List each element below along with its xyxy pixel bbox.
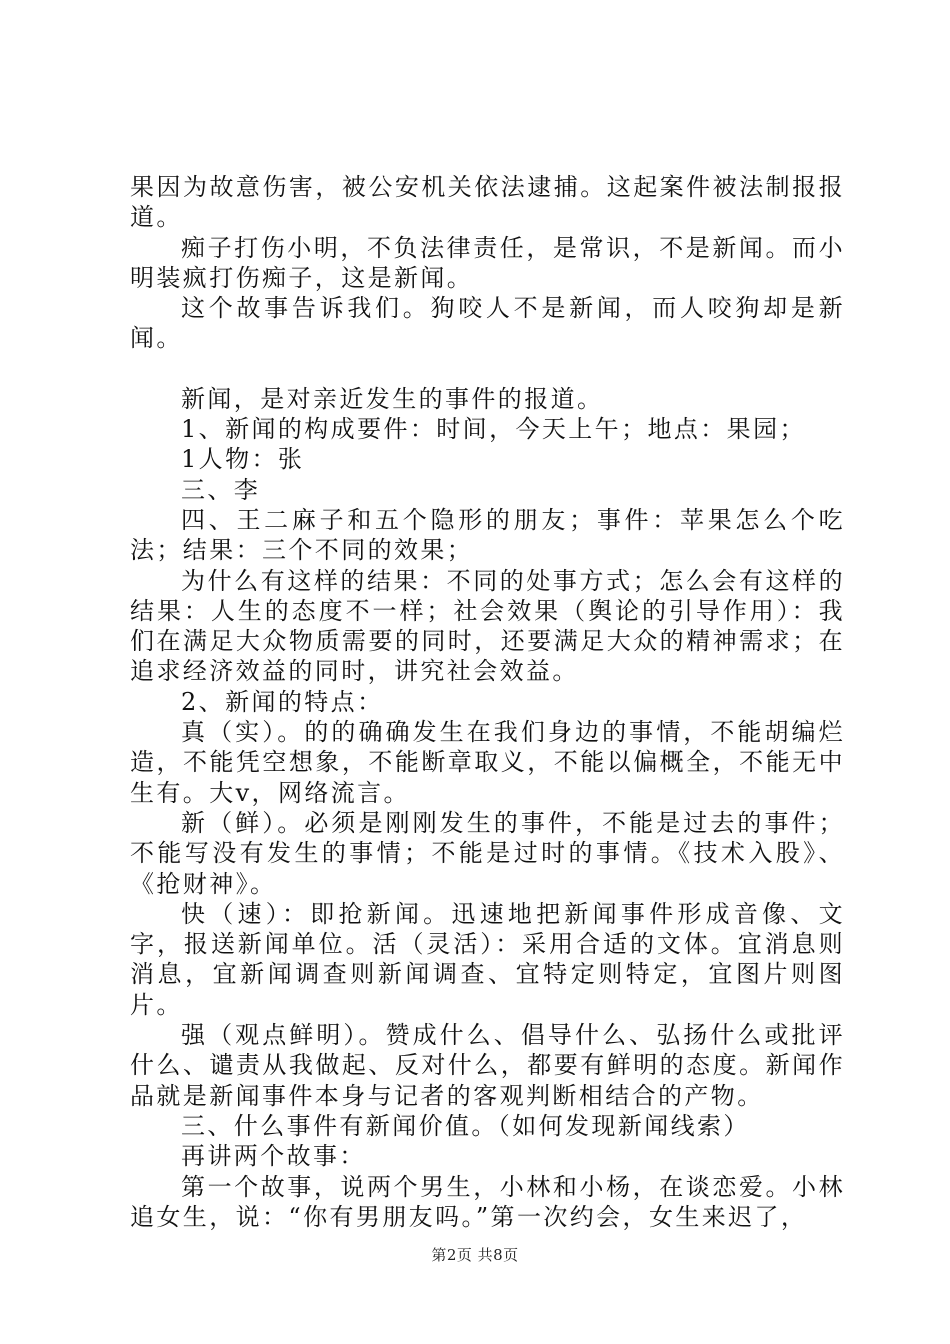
paragraph-13: 快（速）：即抢新闻。迅速地把新闻事件形成音像、文字，报送新闻单位。活（灵活）：采用合适的文体。宜消息则消息，宜新闻调查则新闻调查、宜特定则特定，宜图片则图片。	[130, 899, 845, 1019]
blank-line	[130, 354, 845, 384]
page-footer: 第2页 共8页	[431, 1246, 519, 1264]
paragraph-5: 1、新闻的构成要件：时间，今天上午；地点：果园；	[181, 415, 806, 444]
paragraph-9: 为什么有这样的结果：不同的处事方式；怎么会有这样的结果：人生的态度不一样；社会效果（舆论的引导作用）：我们在满足大众物质需要的同时，还要满足大众的精神需求；在追求经济效益的同时，讲究社会效益。	[130, 566, 845, 686]
paragraph-17: 第一个故事，说两个男生，小林和小杨，在谈恋爱。小林追女生，说：“你有男朋友吗。”第一次约会，女生来迟了，	[130, 1172, 845, 1231]
paragraph-16: 再讲两个故事：	[181, 1142, 366, 1171]
paragraph-4: 新闻，是对亲近发生的事件的报道。	[181, 384, 604, 413]
paragraph-1: 果因为故意伤害，被公安机关依法逮捕。这起案件被法制报报道。	[130, 173, 845, 232]
paragraph-15: 三、什么事件有新闻价值。（如何发现新闻线索）	[181, 1111, 750, 1140]
paragraph-3: 这个故事告诉我们。狗咬人不是新闻，而人咬狗却是新闻。	[130, 294, 845, 353]
paragraph-2: 痴子打伤小明，不负法律责任，是常识，不是新闻。而小明装疯打伤痴子，这是新闻。	[130, 233, 845, 292]
paragraph-7: 三、李	[181, 475, 261, 504]
paragraph-11: 真（实）。的的确确发生在我们身边的事情，不能胡编烂造，不能凭空想象，不能断章取义，不能以偏概全，不能无中生有。大v，网络流言。	[130, 718, 845, 807]
paragraph-12: 新（鲜）。必须是刚刚发生的事件，不能是过去的事件；不能写没有发生的事情；不能是过时的事情。《技术入股》、《抢财神》。	[130, 808, 845, 898]
paragraph-8: 四、王二麻子和五个隐形的朋友；事件：苹果怎么个吃法；结果：三个不同的效果；	[130, 505, 845, 565]
paragraph-10: 2、新闻的特点：	[181, 687, 384, 716]
document-body	[130, 172, 845, 1232]
paragraph-6: 1人物：张	[181, 445, 305, 474]
paragraph-14: 强（观点鲜明）。赞成什么、倡导什么、弘扬什么或批评什么、谴责从我做起、反对什么，都要有鲜明的态度。新闻作品就是新闻事件本身与记者的客观判断相结合的产物。	[130, 1021, 845, 1110]
